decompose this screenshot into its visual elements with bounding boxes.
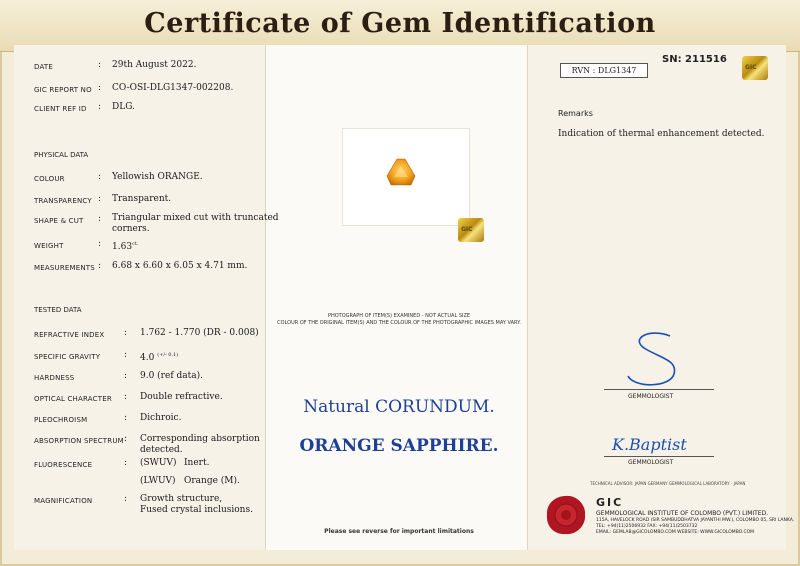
magnification-value-line2: Fused crystal inclusions. xyxy=(140,505,253,515)
ri-label: REFRACTIVE INDEX xyxy=(34,331,105,339)
hologram-sticker xyxy=(742,56,768,80)
weight-unit: ct. xyxy=(132,241,139,247)
tested-heading: TESTED DATA xyxy=(34,306,82,314)
colon: : xyxy=(124,413,128,423)
gemmologist-label-1: GEMMOLOGIST xyxy=(628,393,674,400)
hardness-value: 9.0 (ref data). xyxy=(140,371,203,381)
client-label: CLIENT REF ID xyxy=(34,105,87,113)
date-value: 29th August 2022. xyxy=(112,60,197,70)
right-panel xyxy=(528,45,786,550)
species-text: Natural CORUNDUM. xyxy=(303,397,495,417)
absorption-value-line2: detected. xyxy=(140,445,183,455)
sg-value xyxy=(140,350,178,364)
colon: : xyxy=(124,458,128,468)
transparency-label: TRANSPARENCY xyxy=(34,197,92,205)
measurements-value: 6.68 x 6.60 x 6.05 x 4.71 mm. xyxy=(112,261,248,271)
measurements-label: MEASUREMENTS xyxy=(34,264,95,272)
optical-value: Double refractive. xyxy=(140,392,223,402)
swuv-label: (SWUV) xyxy=(140,458,177,468)
pleochroism-label: PLEOCHROISM xyxy=(34,416,88,424)
institute-address: 115A, HAVELOCK ROAD (SIR SAMBUDDHATVA JAYANTHI MW.), COLOMBO 05, SRI LANKA. xyxy=(596,518,795,523)
signature-line-2 xyxy=(604,456,714,457)
absorption-value-line1: Corresponding absorption xyxy=(140,434,260,444)
ri-value: 1.762 - 1.770 (DR - 0.008) xyxy=(140,328,259,338)
hologram-text: GIC xyxy=(461,226,473,233)
lwuv-label: (LWUV) xyxy=(140,476,176,486)
institute-email: EMAIL: GEMLAB@GICOLOMBO.COM WEBSITE: WWW.GICOLOMBO.COM xyxy=(596,530,755,535)
colon: : xyxy=(124,392,128,402)
colon: : xyxy=(124,434,128,444)
lwuv-value: Orange (M). xyxy=(184,476,240,486)
colon: : xyxy=(124,371,128,381)
hologram-sticker xyxy=(458,218,484,242)
pleochroism-value: Dichroic. xyxy=(140,413,182,423)
signature-1 xyxy=(620,330,690,390)
colon: : xyxy=(98,102,102,112)
weight-label: WEIGHT xyxy=(34,242,64,250)
magnification-label: MAGNIFICATION xyxy=(34,497,93,505)
colour-value: Yellowish ORANGE. xyxy=(112,172,203,182)
physical-heading: PHYSICAL DATA xyxy=(34,151,89,159)
serial-number: SN: 211516 xyxy=(662,54,727,65)
signature-line-1 xyxy=(604,389,714,390)
swuv-value: Inert. xyxy=(184,458,210,468)
gemmologist-label-2: GEMMOLOGIST xyxy=(628,459,674,466)
colon: : xyxy=(98,214,102,224)
colon: : xyxy=(98,60,102,70)
transparency-value: Transparent. xyxy=(112,194,172,204)
institute-phone: TEL: +94(11)2506932 FAX: +94(11)2503732 xyxy=(596,524,698,529)
date-label: DATE xyxy=(34,63,54,71)
colon: : xyxy=(98,261,102,271)
sg-label: SPECIFIC GRAVITY xyxy=(34,353,101,361)
reverse-note: Please see reverse for important limitations xyxy=(324,528,474,535)
colon: : xyxy=(98,194,102,204)
colon: : xyxy=(98,83,102,93)
sg-tolerance: (+/- 0.1) xyxy=(157,352,179,358)
optical-label: OPTICAL CHARACTER xyxy=(34,395,112,403)
variety-text: ORANGE SAPPHIRE. xyxy=(299,436,499,456)
colon: : xyxy=(124,350,128,360)
wax-seal-icon xyxy=(544,494,588,536)
hologram-text: GIC xyxy=(745,64,757,71)
fluorescence-label: FLUORESCENCE xyxy=(34,461,93,469)
sg-number: 4.0 xyxy=(140,353,155,363)
gem-image xyxy=(386,158,416,186)
gic-logo: GIC xyxy=(596,496,624,509)
middle-panel xyxy=(266,45,528,550)
colon: : xyxy=(124,328,128,338)
hardness-label: HARDNESS xyxy=(34,374,75,382)
left-panel xyxy=(14,45,266,550)
client-value: DLG. xyxy=(112,102,135,112)
remarks-text: Indication of thermal enhancement detected. xyxy=(558,129,765,139)
photo-caption-1: PHOTOGRAPH OF ITEM(S) EXAMINED - NOT ACTUAL SIZE xyxy=(327,313,471,319)
shape-value-line2: corners. xyxy=(112,224,150,234)
shape-label: SHAPE & CUT xyxy=(34,217,84,225)
rvn-box: RVN : DLG1347 xyxy=(560,63,648,78)
certificate-title: Certificate of Gem Identification xyxy=(144,8,656,39)
magnification-value-line1: Growth structure, xyxy=(140,494,223,504)
weight-number: 1.63 xyxy=(112,242,133,252)
colon: : xyxy=(98,239,102,249)
remarks-heading: Remarks xyxy=(558,109,593,118)
absorption-label: ABSORPTION SPECTRUM xyxy=(34,437,124,445)
colon: : xyxy=(124,494,128,504)
colon: : xyxy=(98,172,102,182)
technical-advisor: TECHNICAL ADVISOR: JAPAN GERMANY GEMMOLOGICAL LABORATORY - JAPAN xyxy=(590,481,746,486)
report-value: CO-OSI-DLG1347-002208. xyxy=(112,83,234,93)
colour-label: COLOUR xyxy=(34,175,65,183)
weight-value xyxy=(112,239,138,253)
photo-caption-2: COLOUR OF THE ORIGINAL ITEM(S) AND THE COLOUR OF THE PHOTOGRAPHIC IMAGES MAY VARY. xyxy=(277,320,521,326)
institute-name: GEMMOLOGICAL INSTITUTE OF COLOMBO (PVT.) LIMITED. xyxy=(596,510,769,517)
report-label: GIC REPORT NO xyxy=(34,86,92,94)
signature-2: K.Baptist xyxy=(612,435,687,454)
shape-value-line1: Triangular mixed cut with truncated xyxy=(112,213,279,223)
